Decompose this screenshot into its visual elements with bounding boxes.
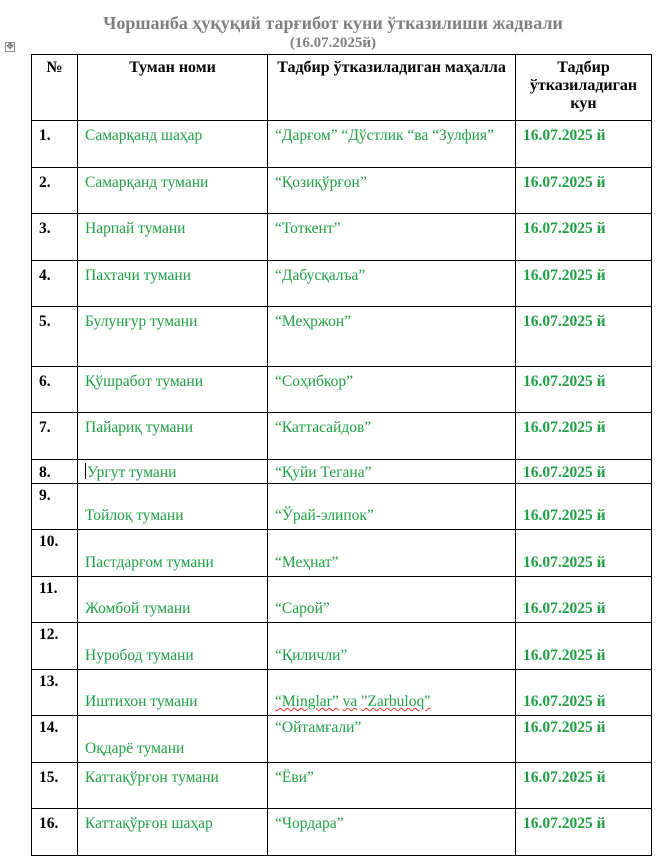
mahalla-name[interactable]: “Меҳнат”: [268, 530, 516, 577]
district-name[interactable]: Ургут тумани: [87, 464, 177, 481]
district-name[interactable]: Каттақўрғон тумани: [78, 763, 268, 809]
district-name[interactable]: Самарқанд шаҳар: [78, 121, 268, 168]
district-name[interactable]: Пахтачи тумани: [78, 261, 268, 307]
mahalla-name[interactable]: “Ўрай-элипок”: [268, 484, 516, 530]
table-row: [32, 261, 652, 307]
table-row: [32, 367, 652, 413]
row-number: 15.: [32, 763, 78, 809]
table-row: [32, 460, 652, 484]
event-date[interactable]: 16.07.2025 й: [516, 716, 652, 763]
mahalla-name[interactable]: “Меҳржон”: [268, 307, 516, 367]
table-row: [32, 809, 652, 856]
district-name[interactable]: Пайариқ тумани: [78, 413, 268, 460]
table-row: [32, 168, 652, 214]
row-number: 16.: [32, 809, 78, 856]
row-number: 13.: [32, 670, 78, 716]
row-number: 14.: [32, 716, 78, 763]
district-name[interactable]: Тойлоқ тумани: [78, 484, 268, 530]
event-date[interactable]: 16.07.2025 й: [516, 809, 652, 856]
document-heading: [0, 12, 666, 52]
mahalla-name[interactable]: “Қуйи Тегана”: [268, 460, 516, 484]
mahalla-name[interactable]: “Дабусқалъа”: [268, 261, 516, 307]
mahalla-name[interactable]: “Соҳибкор”: [268, 367, 516, 413]
table-row: [32, 121, 652, 168]
event-date[interactable]: 16.07.2025 й: [516, 367, 652, 413]
mahalla-name-part[interactable]: va: [342, 693, 358, 710]
mahalla-name[interactable]: “Дарғом” “Дўстлик “ва “Зулфия”: [268, 121, 516, 168]
row-number: 3.: [32, 214, 78, 261]
mahalla-name[interactable]: “Каттасайдов”: [268, 413, 516, 460]
event-date[interactable]: 16.07.2025 й: [516, 484, 652, 530]
table-row: [32, 670, 652, 716]
schedule-table: [31, 54, 652, 856]
table-row: [32, 214, 652, 261]
header-district: Туман номи: [78, 55, 268, 121]
mahalla-name[interactable]: “Қиличли”: [268, 623, 516, 670]
event-date[interactable]: 16.07.2025 й: [516, 307, 652, 367]
row-number: 5.: [32, 307, 78, 367]
event-date[interactable]: 16.07.2025 й: [516, 763, 652, 809]
row-number: 9.: [32, 484, 78, 530]
event-date[interactable]: 16.07.2025 й: [516, 623, 652, 670]
district-name[interactable]: Иштихон тумани: [78, 670, 268, 716]
mahalla-name[interactable]: “Чордара”: [268, 809, 516, 856]
header-row: [32, 55, 652, 121]
row-number: 6.: [32, 367, 78, 413]
event-date[interactable]: 16.07.2025 й: [516, 121, 652, 168]
district-name[interactable]: Жомбой тумани: [78, 577, 268, 623]
text-cursor: [85, 463, 86, 479]
table-row: [32, 530, 652, 577]
header-date: Тадбир ўтказиладиган кун: [516, 55, 652, 121]
district-name[interactable]: Қўшработ тумани: [78, 367, 268, 413]
mahalla-name[interactable]: “Ойтамғали”: [268, 716, 516, 763]
event-date[interactable]: 16.07.2025 й: [516, 413, 652, 460]
mahalla-name[interactable]: “Қозиқўрғон”: [268, 168, 516, 214]
district-name[interactable]: Нарпай тумани: [78, 214, 268, 261]
event-date[interactable]: 16.07.2025 й: [516, 670, 652, 716]
district-name[interactable]: Каттақўрғон шаҳар: [78, 809, 268, 856]
table-row: [32, 623, 652, 670]
district-name[interactable]: Самарқанд тумани: [78, 168, 268, 214]
district-name[interactable]: Булунғур тумани: [78, 307, 268, 367]
row-number: 7.: [32, 413, 78, 460]
row-number: 11.: [32, 577, 78, 623]
row-number: 12.: [32, 623, 78, 670]
table-row: [32, 577, 652, 623]
mahalla-name-part[interactable]: “Minglar”: [275, 693, 339, 710]
district-name[interactable]: Нуробод тумани: [78, 623, 268, 670]
mahalla-name-cell[interactable]: [268, 670, 516, 716]
mahalla-name[interactable]: “Тоткент”: [268, 214, 516, 261]
document-subtitle: (16.07.2025й): [289, 35, 377, 51]
move-icon[interactable]: ✥: [6, 42, 14, 52]
event-date[interactable]: 16.07.2025 й: [516, 214, 652, 261]
event-date[interactable]: 16.07.2025 й: [516, 168, 652, 214]
row-number: 1.: [32, 121, 78, 168]
row-number: 8.: [32, 460, 78, 484]
table-row: [32, 307, 652, 367]
event-date[interactable]: 16.07.2025 й: [516, 530, 652, 577]
table-row: [32, 716, 652, 763]
mahalla-name[interactable]: “Сарой”: [268, 577, 516, 623]
row-number: 2.: [32, 168, 78, 214]
table-row: [32, 413, 652, 460]
table-row: [32, 763, 652, 809]
district-name[interactable]: Пастдарғом тумани: [78, 530, 268, 577]
header-num: №: [32, 55, 78, 121]
document-title: Чоршанба ҳуқуқий тарғибот куни ўтказилиши жадвали: [103, 13, 563, 33]
event-date[interactable]: 16.07.2025 й: [516, 460, 652, 484]
event-date[interactable]: 16.07.2025 й: [516, 261, 652, 307]
table-row: [32, 484, 652, 530]
row-number: 10.: [32, 530, 78, 577]
header-mahalla: Тадбир ўтказиладиган маҳалла: [268, 55, 516, 121]
district-name-cell[interactable]: [78, 460, 268, 484]
mahalla-name[interactable]: “Ёви”: [268, 763, 516, 809]
mahalla-name-part[interactable]: "Zarbuloq": [361, 693, 431, 710]
row-number: 4.: [32, 261, 78, 307]
event-date[interactable]: 16.07.2025 й: [516, 577, 652, 623]
district-name[interactable]: Оқдарё тумани: [78, 716, 268, 763]
